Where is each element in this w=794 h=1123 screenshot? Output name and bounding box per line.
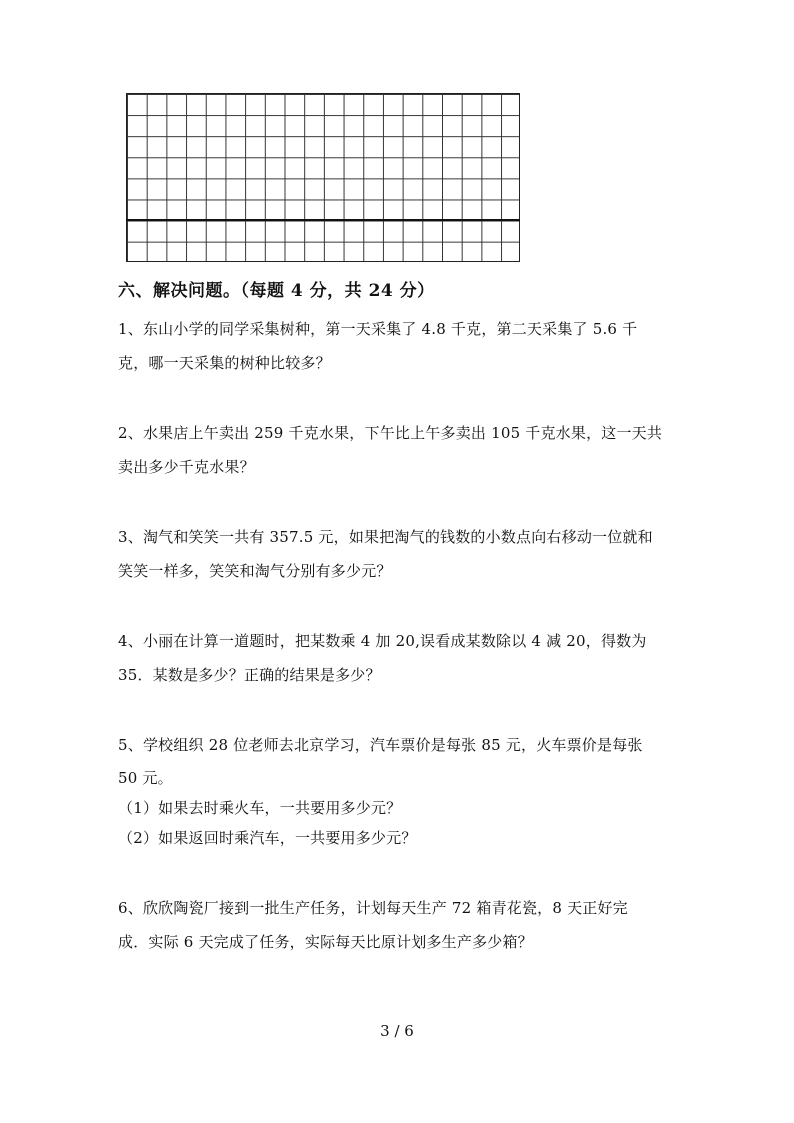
problem-4-line-1: 4、小丽在计算一道题时，把某数乘 4 加 20,误看成某数除以 4 减 20，得数为 (118, 632, 647, 650)
problem-3-line-1: 3、淘气和笑笑一共有 357.5 元，如果把淘气的钱数的小数点向右移动一位就和 (118, 528, 653, 546)
problem-5-line-1: 5、学校组织 28 位老师去北京学习，汽车票价是每张 85 元，火车票价是每张 (118, 736, 643, 754)
problem-3-line-2: 笑笑一样多，笑笑和淘气分别有多少元？ (118, 562, 392, 580)
problem-4-line-2: 35．某数是多少？正确的结果是多少？ (118, 666, 381, 684)
problem-6-line-1: 6、欣欣陶瓷厂接到一批生产任务，计划每天生产 72 箱青花瓷，8 天正好完 (118, 899, 628, 917)
section-heading: 六、解决问题。（每题 4 分，共 24 分） (118, 281, 435, 301)
problem-5-subquestion-1: （1）如果去时乘火车，一共要用多少元？ (118, 799, 402, 817)
problem-2-line-2: 卖出多少千克水果？ (118, 458, 255, 476)
problem-5-subquestion-2: （2）如果返回时乘汽车，一共要用多少元？ (118, 829, 417, 847)
problem-2-line-1: 2、水果店上午卖出 259 千克水果，下午比上午多卖出 105 千克水果，这一天共 (118, 424, 663, 442)
problem-1-line-1: 1、东山小学的同学采集树种，第一天采集了 4.8 千克，第二天采集了 5.6 千 (118, 320, 638, 338)
answer-grid-divider (126, 219, 520, 221)
problem-6-line-2: 成．实际 6 天完成了任务，实际每天比原计划多生产多少箱？ (118, 933, 533, 951)
answer-grid (126, 93, 520, 262)
page-number: 3 / 6 (380, 1022, 414, 1040)
problem-1-line-2: 克，哪一天采集的树种比较多？ (118, 354, 331, 372)
problem-5-line-2: 50 元。 (118, 769, 173, 787)
